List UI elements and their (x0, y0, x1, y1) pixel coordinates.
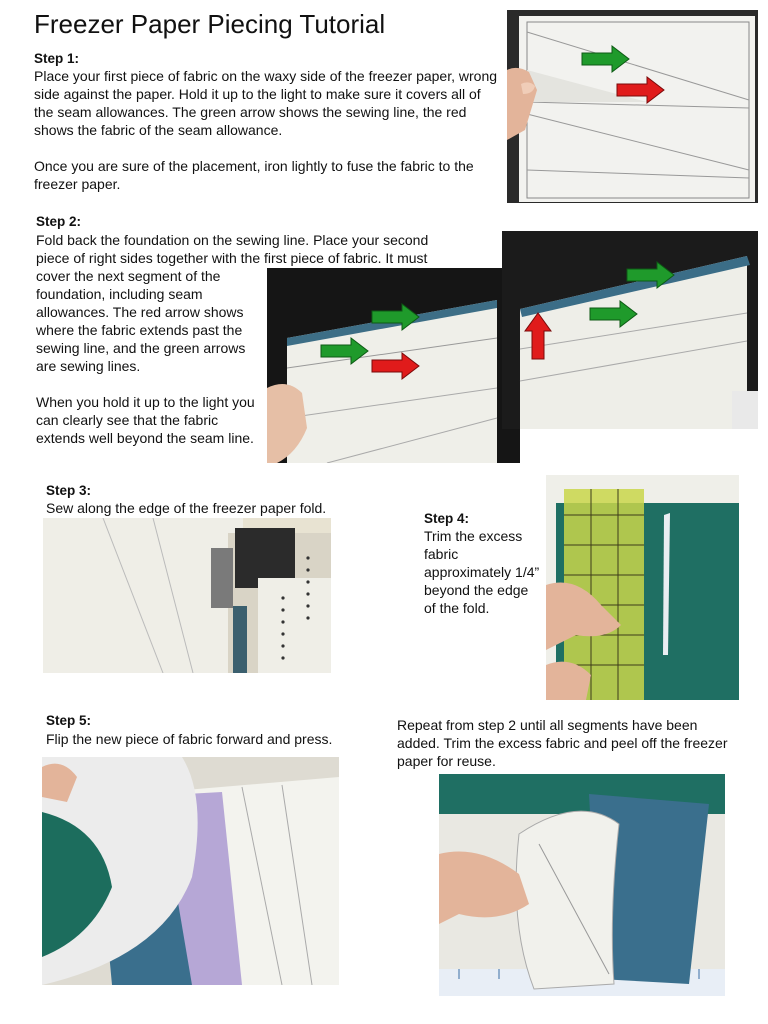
step5-heading: Step 5: (46, 713, 92, 728)
step4-text: Trim the excess fabric approximately 1/4” beyond the edge of the fold. (424, 528, 540, 616)
step2-heading: Step 2: (36, 214, 82, 229)
step4-heading: Step 4: (424, 511, 470, 526)
step1-paragraph-2: Once you are sure of the placement, iron lightly to fuse the fabric to the freezer paper. (34, 158, 474, 192)
step1-photo (507, 10, 758, 203)
step3-photo (43, 518, 331, 673)
step2-photo-right (502, 231, 758, 429)
step2-photo-left (267, 268, 520, 463)
step5-photo (42, 757, 339, 985)
step2-text (36, 267, 260, 447)
step3-heading: Step 3: (46, 483, 92, 498)
step2-line-1: Fold back the foundation on the sewing line. Place your second (36, 232, 429, 248)
step2-paragraph-1-rest: cover the next segment of the foundation, including seam allowances. The red arrow shows where the fabric extends past the sewing line, and the green arrows are sewing lines. (36, 268, 246, 374)
step1-text (34, 67, 499, 193)
step3-text: Sew along the edge of the freezer paper fold. (46, 500, 327, 516)
step2-intro-lines (36, 231, 506, 267)
step2-paragraph-2: When you hold it up to the light you can clearly see that the fabric extends well beyond the seam line. (36, 394, 255, 446)
page-title: Freezer Paper Piecing Tutorial (34, 9, 386, 39)
step1-heading: Step 1: (34, 51, 80, 66)
final-photo (439, 774, 725, 996)
final-step-text: Repeat from step 2 until all segments have been added. Trim the excess fabric and peel off the freezer paper for reuse. (397, 717, 728, 769)
step5-text: Flip the new piece of fabric forward and press. (46, 731, 333, 747)
step4-photo (546, 475, 739, 700)
step1-paragraph-1: Place your first piece of fabric on the waxy side of the freezer paper, wrong side against the paper. Hold it up to the light to make sure it covers all of the seam allowances. The green arrow shows the sewing line, the red shows the fabric of the seam allowance. (34, 68, 498, 138)
step2-line-2: piece of right sides together with the first piece of fabric. It must (36, 250, 428, 266)
